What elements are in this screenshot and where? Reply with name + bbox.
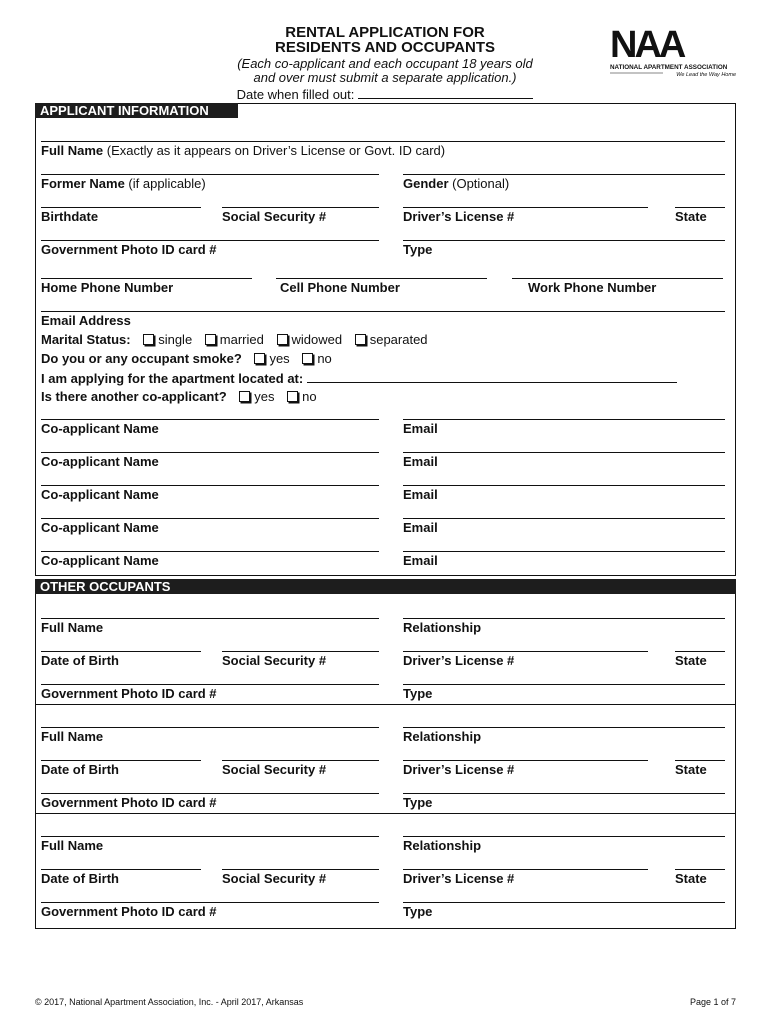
occupant-relationship-line[interactable] [403, 836, 725, 837]
coapplicant-email-label: Email [403, 520, 438, 535]
coapplicant-email-line[interactable] [403, 452, 725, 453]
form-subtitle-line1: (Each co-applicant and each occupant 18 years old [237, 56, 533, 71]
occupant-relationship-label: Relationship [403, 729, 482, 744]
marital-married-checkbox[interactable] [205, 334, 216, 345]
occupant-full-name-line[interactable] [41, 836, 379, 837]
marital-separated-checkbox[interactable] [355, 334, 366, 345]
occupant-dl-line[interactable] [403, 760, 648, 761]
work-phone-label: Work Phone Number [528, 280, 657, 295]
occupant-dl-label: Driver’s License # [403, 653, 515, 668]
apartment-row [41, 371, 677, 386]
date-filled-field[interactable] [160, 86, 610, 102]
occupant-type-label: Type [403, 795, 433, 810]
coapplicant-name-label: Co-applicant Name [41, 553, 159, 568]
coapplicant-name-line[interactable] [41, 485, 379, 486]
smoke-no-label: no [317, 351, 332, 366]
smoke-row [41, 352, 332, 366]
occupant-dl-label: Driver’s License # [403, 871, 515, 886]
coapplicant-question-label: Is there another co-applicant? [41, 389, 227, 404]
occupant-type-label: Type [403, 904, 433, 919]
coapplicant-email-label: Email [403, 454, 438, 469]
smoke-yes-label: yes [269, 351, 290, 366]
occupant-gov-id-line[interactable] [41, 902, 379, 903]
gender-label: Gender (Optional) [403, 176, 510, 191]
occupant-type-label: Type [403, 686, 433, 701]
occupant-state-line[interactable] [675, 869, 725, 870]
cell-phone-line[interactable] [276, 278, 487, 279]
naa-logo-letters: NAA [610, 24, 684, 66]
occupant-divider [36, 704, 736, 705]
coapplicant-no-checkbox[interactable] [287, 391, 298, 402]
occupant-gov-id-label: Government Photo ID card # [41, 795, 217, 810]
occupant-dob-label: Date of Birth [41, 653, 119, 668]
coapplicant-email-label: Email [403, 487, 438, 502]
naa-logo-tagline: We Lead the Way Home [676, 72, 736, 78]
occupant-divider [36, 813, 736, 814]
coapplicant-name-label: Co-applicant Name [41, 487, 159, 502]
coapplicant-yes-label: yes [254, 389, 275, 404]
email-label: Email Address [41, 313, 131, 328]
coapplicant-name-line[interactable] [41, 419, 379, 420]
occupant-type-line[interactable] [403, 902, 725, 903]
naa-logo [608, 22, 738, 82]
gender-line[interactable] [403, 174, 725, 175]
occupant-relationship-line[interactable] [403, 618, 725, 619]
occupant-ssn-line[interactable] [222, 869, 379, 870]
coapplicant-name-line[interactable] [41, 518, 379, 519]
occupant-gov-id-line[interactable] [41, 684, 379, 685]
drivers-license-line[interactable] [403, 207, 648, 208]
ssn-label: Social Security # [222, 209, 327, 224]
occupants-section-box [35, 579, 736, 929]
home-phone-label: Home Phone Number [41, 280, 174, 295]
marital-widowed-checkbox[interactable] [277, 334, 288, 345]
occupant-state-line[interactable] [675, 760, 725, 761]
occupants-section-header: OTHER OCCUPANTS [35, 579, 736, 594]
email-line[interactable] [41, 311, 725, 312]
naa-logo-org: NATIONAL APARTMENT ASSOCIATION [610, 64, 728, 71]
coapplicant-name-label: Co-applicant Name [41, 454, 159, 469]
naa-logo-mark [608, 22, 738, 82]
coapplicant-yes-checkbox[interactable] [239, 391, 250, 402]
ssn-line[interactable] [222, 207, 379, 208]
date-filled-label: Date when filled out: [236, 87, 355, 102]
marital-single-checkbox[interactable] [143, 334, 154, 345]
coapplicant-email-line[interactable] [403, 551, 725, 552]
full-name-label: Full Name (Exactly as it appears on Driver’s License or Govt. ID card) [41, 143, 446, 158]
former-name-line[interactable] [41, 174, 379, 175]
footer-copyright: © 2017, National Apartment Association, Inc. - April 2017, Arkansas [35, 997, 304, 1007]
smoke-yes-checkbox[interactable] [254, 353, 265, 364]
occupant-dl-line[interactable] [403, 869, 648, 870]
occupant-type-line[interactable] [403, 684, 725, 685]
smoke-label: Do you or any occupant smoke? [41, 351, 242, 366]
apartment-address-blank[interactable] [307, 371, 677, 383]
state-label: State [675, 209, 707, 224]
occupant-gov-id-label: Government Photo ID card # [41, 686, 217, 701]
marital-married-label: married [219, 332, 264, 347]
coapplicant-question-row [41, 390, 317, 404]
form-title-line2: RESIDENTS AND OCCUPANTS [274, 39, 495, 56]
date-filled-blank[interactable] [358, 86, 533, 99]
id-type-line[interactable] [403, 240, 725, 241]
coapplicant-email-line[interactable] [403, 485, 725, 486]
smoke-no-checkbox[interactable] [302, 353, 313, 364]
marital-single-label: single [158, 332, 193, 347]
occupant-ssn-label: Social Security # [222, 871, 327, 886]
birthdate-line[interactable] [41, 207, 201, 208]
occupant-state-label: State [675, 653, 707, 668]
marital-status-label: Marital Status: [41, 332, 131, 347]
occupant-full-name-line[interactable] [41, 727, 379, 728]
occupant-dl-label: Driver’s License # [403, 762, 515, 777]
occupant-relationship-label: Relationship [403, 620, 482, 635]
occupant-gov-id-label: Government Photo ID card # [41, 904, 217, 919]
marital-separated-label: separated [369, 332, 428, 347]
applicant-section-header: APPLICANT INFORMATION [35, 103, 238, 118]
occupant-ssn-line[interactable] [222, 651, 379, 652]
form-subtitle-line2: and over must submit a separate application.) [253, 70, 517, 85]
occupant-full-name-label: Full Name [41, 838, 104, 853]
occupant-relationship-label: Relationship [403, 838, 482, 853]
form-title-line1: RENTAL APPLICATION FOR [285, 24, 485, 41]
coapplicant-name-line[interactable] [41, 452, 379, 453]
occupant-state-label: State [675, 871, 707, 886]
coapplicant-email-line[interactable] [403, 518, 725, 519]
gov-id-line[interactable] [41, 240, 379, 241]
drivers-license-label: Driver’s License # [403, 209, 515, 224]
marital-status-row [41, 333, 428, 347]
marital-widowed-label: widowed [291, 332, 343, 347]
home-phone-line[interactable] [41, 278, 252, 279]
birthdate-label: Birthdate [41, 209, 99, 224]
coapplicant-email-line[interactable] [403, 419, 725, 420]
gov-id-label: Government Photo ID card # [41, 242, 217, 257]
occupant-state-label: State [675, 762, 707, 777]
occupant-full-name-line[interactable] [41, 618, 379, 619]
occupant-relationship-line[interactable] [403, 727, 725, 728]
coapplicant-name-label: Co-applicant Name [41, 421, 159, 436]
occupant-type-line[interactable] [403, 793, 725, 794]
occupant-full-name-label: Full Name [41, 729, 104, 744]
occupant-ssn-label: Social Security # [222, 762, 327, 777]
occupant-dl-line[interactable] [403, 651, 648, 652]
occupant-dob-label: Date of Birth [41, 762, 119, 777]
occupant-dob-line[interactable] [41, 651, 201, 652]
occupant-state-line[interactable] [675, 651, 725, 652]
footer-page-number: Page 1 of 7 [689, 997, 736, 1007]
occupant-ssn-label: Social Security # [222, 653, 327, 668]
cell-phone-label: Cell Phone Number [280, 280, 400, 295]
occupant-ssn-line[interactable] [222, 760, 379, 761]
coapplicant-no-label: no [302, 389, 317, 404]
coapplicant-name-label: Co-applicant Name [41, 520, 159, 535]
state-line[interactable] [675, 207, 725, 208]
occupant-dob-line[interactable] [41, 869, 201, 870]
coapplicant-email-label: Email [403, 553, 438, 568]
id-type-label: Type [403, 242, 433, 257]
coapplicant-email-label: Email [403, 421, 438, 436]
occupant-full-name-label: Full Name [41, 620, 104, 635]
apartment-label: I am applying for the apartment located at: [41, 371, 304, 386]
former-name-label: Former Name (if applicable) [41, 176, 206, 191]
work-phone-line[interactable] [512, 278, 723, 279]
full-name-line[interactable] [41, 141, 725, 142]
occupant-dob-line[interactable] [41, 760, 201, 761]
occupant-gov-id-line[interactable] [41, 793, 379, 794]
occupant-dob-label: Date of Birth [41, 871, 119, 886]
coapplicant-name-line[interactable] [41, 551, 379, 552]
